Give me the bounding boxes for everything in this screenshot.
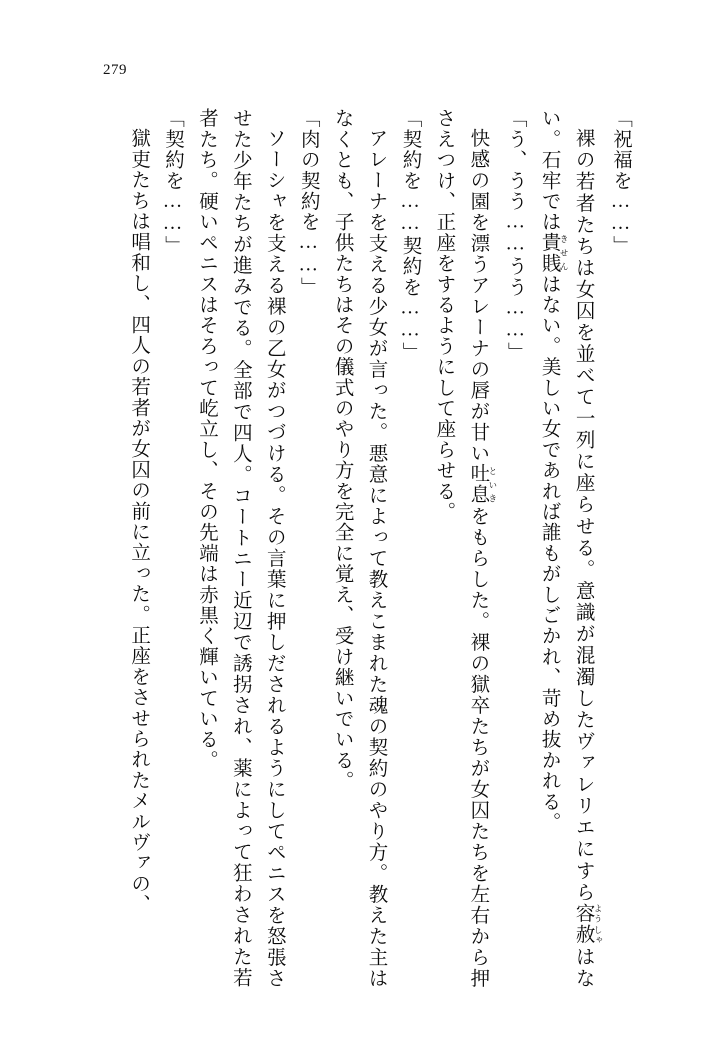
paragraph-body-3: アレーナを支える少女が言った。悪意によって教えこまれた魂の契約のやり方。教えた主はなくとも、子供たちはその儀式のやり方を完全に覚え、受け継いでいる。 [331, 108, 387, 988]
paragraph-body-4: ソーシャを支える裸の乙女がつづける。その言葉に押しだされるようにしてペニスを怒張させた少年たちが進みでる。全部で四人。コートニー近辺で誘拐され、薬によって狂わされた若者たち。硬いペニスはそろって屹立し、その先端は赤黒く輝いている。 [195, 108, 285, 988]
ruby-toiki: 吐息 といき [467, 463, 498, 506]
ruby-you: 容 よう [572, 902, 604, 925]
paragraph-body-1: 裸の若者たちは女囚を並べて一列に座らせる。意識が混濁したヴァレリエにすら容 よう赦 しゃはない。石牢では貴賎 きせんはない。美しい女であれば誰もがしごかれ、苛め抜かれる。 [538, 108, 604, 989]
paragraph-dialogue-5: 「契約を……」 [162, 108, 184, 256]
paragraph-dialogue-3: 「契約を……契約を……」 [399, 108, 421, 363]
paragraph-body-2: 快感の園を漂うアレーナの唇が甘い吐息 といきをもらした。裸の獄卒たちが女囚たちを左右から押さえつけ、正座をするようにして座らせる。 [433, 108, 498, 989]
paragraph-body-5: 獄吏たちは唱和し、四人の若者が女囚の前に立った。正座をさせられたメルヴァの、 [128, 127, 150, 915]
page-body-text [121, 108, 637, 988]
paragraph-dialogue-4: 「肉の契約を……」 [297, 108, 319, 298]
ruby-sha: 赦 しゃ [572, 924, 604, 946]
ruby-kisen: 貴賎 きせん [538, 232, 570, 274]
paragraph-dialogue-1: 「祝福を……」 [610, 108, 631, 256]
page-number: 279 [103, 62, 127, 78]
paragraph-dialogue-2: 「う、うう……うう……」 [504, 108, 526, 363]
